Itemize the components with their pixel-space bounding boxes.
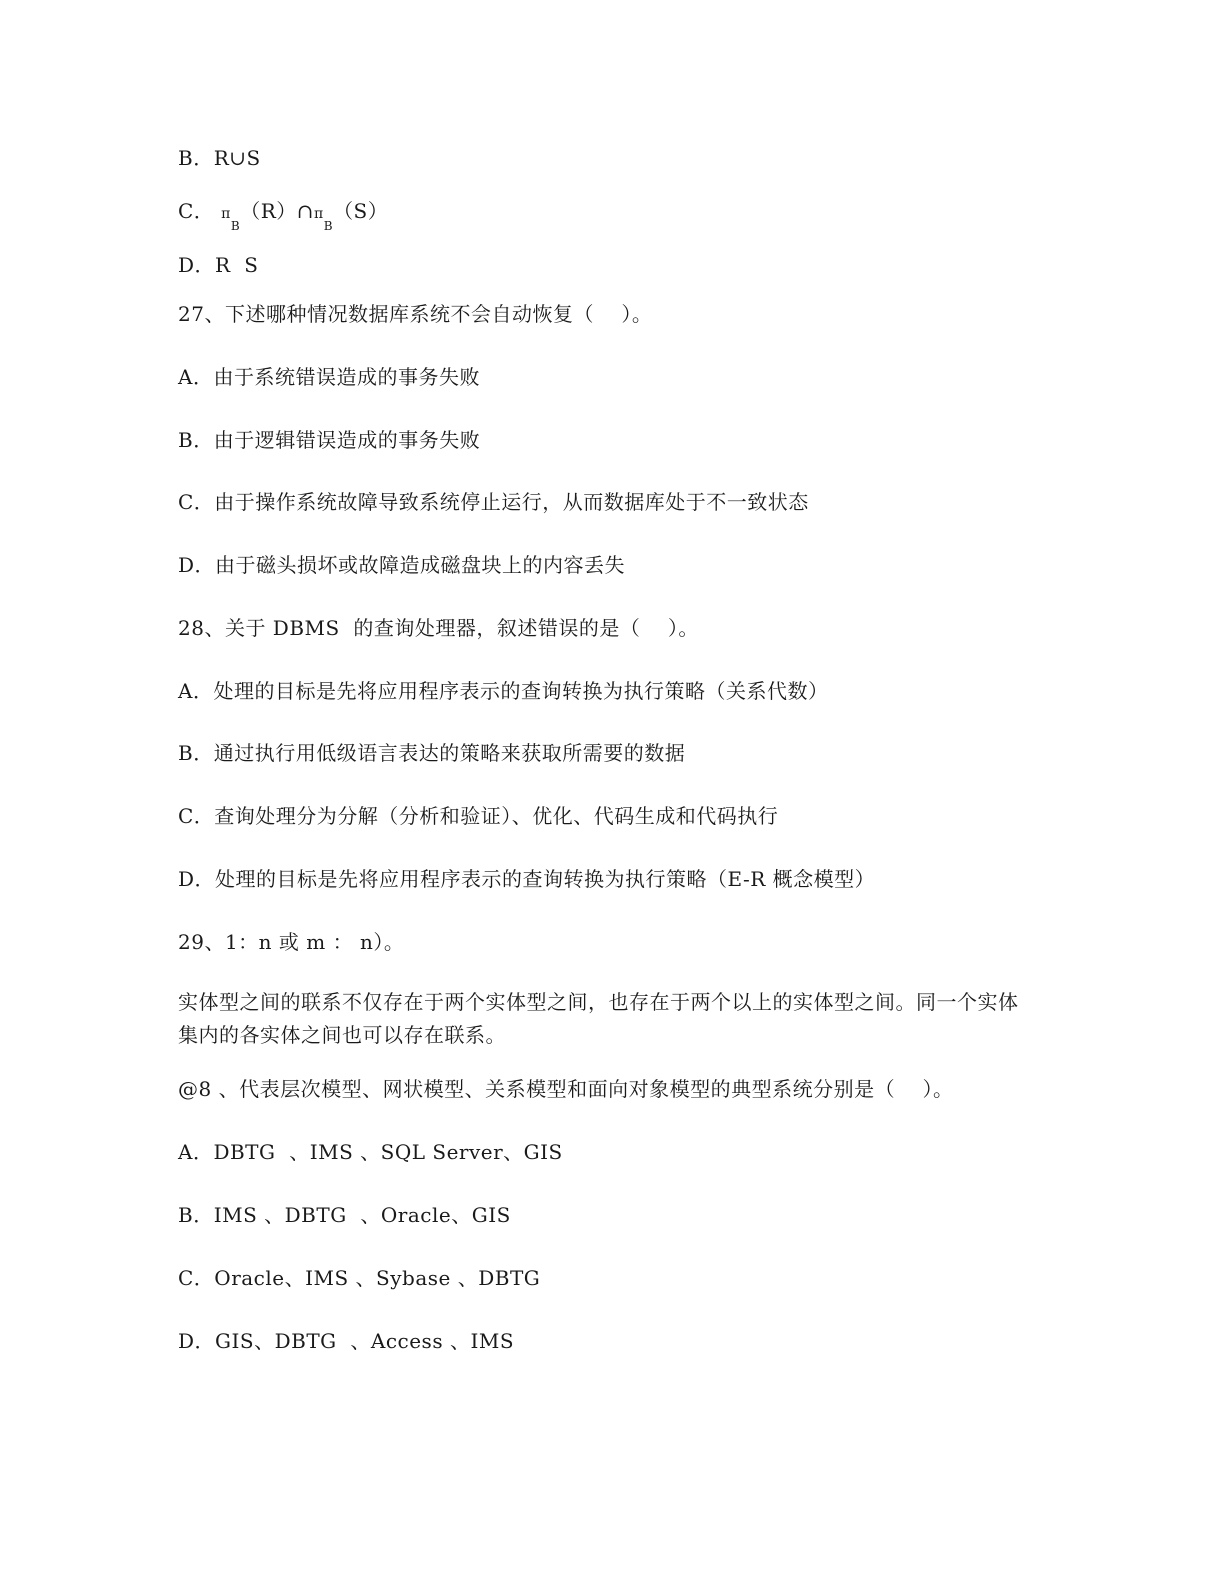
q28-option-c: C．查询处理分为分解（分析和验证）、优化、代码生成和代码执行 <box>178 804 779 828</box>
q30-option-d: D．GIS、DBTG 、Access 、IMS <box>178 1329 515 1353</box>
q29-explanation: 实体型之间的联系不仅存在于两个实体型之间，也存在于两个以上的实体型之间。同一个实体集内的各实体之间也可以存在联系。 <box>178 990 1019 1047</box>
q28-option-b: B．通过执行用低级语言表达的策略来获取所需要的数据 <box>178 741 686 765</box>
q26-option-b: B．R∪S <box>178 146 261 170</box>
pi-subscript-2: B <box>323 219 334 233</box>
q28-option-d: D．处理的目标是先将应用程序表示的查询转换为执行策略（E-R 概念模型） <box>178 867 876 891</box>
q27-option-d: D．由于磁头损坏或故障造成磁盘块上的内容丢失 <box>178 553 626 577</box>
q26-option-c <box>178 198 389 233</box>
q30-option-b: B．IMS 、DBTG 、Oracle、GIS <box>178 1203 511 1227</box>
q30-question: @8 、代表层次模型、网状模型、关系模型和面向对象模型的典型系统分别是（ ）。 <box>178 1077 954 1101</box>
q27-option-c: C．由于操作系统故障导致系统停止运行，从而数据库处于不一致状态 <box>178 490 809 514</box>
q27-option-a: A．由于系统错误造成的事务失败 <box>178 365 480 389</box>
pi-symbol-1: π <box>221 206 231 222</box>
q26-option-d: D．R S <box>178 253 259 277</box>
q28-question: 28、关于 DBMS 的查询处理器，叙述错误的是（ ）。 <box>178 616 699 640</box>
q26-option-c-middle: （R）∩ <box>240 199 315 223</box>
q26-option-c-prefix: C． <box>178 199 222 223</box>
pi-symbol-2: π <box>314 206 324 222</box>
q30-option-a: A．DBTG 、IMS 、SQL Server、GIS <box>178 1140 563 1164</box>
q27-question: 27、下述哪种情况数据库系统不会自动恢复（ ）。 <box>178 302 653 326</box>
pi-subscript-1: B <box>230 219 241 233</box>
q29-question: 29、1：n 或 m ： n）。 <box>178 930 405 954</box>
q27-option-b: B．由于逻辑错误造成的事务失败 <box>178 428 481 452</box>
q28-option-a: A．处理的目标是先将应用程序表示的查询转换为执行策略（关系代数） <box>178 679 829 703</box>
q30-option-c: C．Oracle、IMS 、Sybase 、DBTG <box>178 1266 541 1290</box>
q26-option-c-end: （S） <box>333 199 389 223</box>
